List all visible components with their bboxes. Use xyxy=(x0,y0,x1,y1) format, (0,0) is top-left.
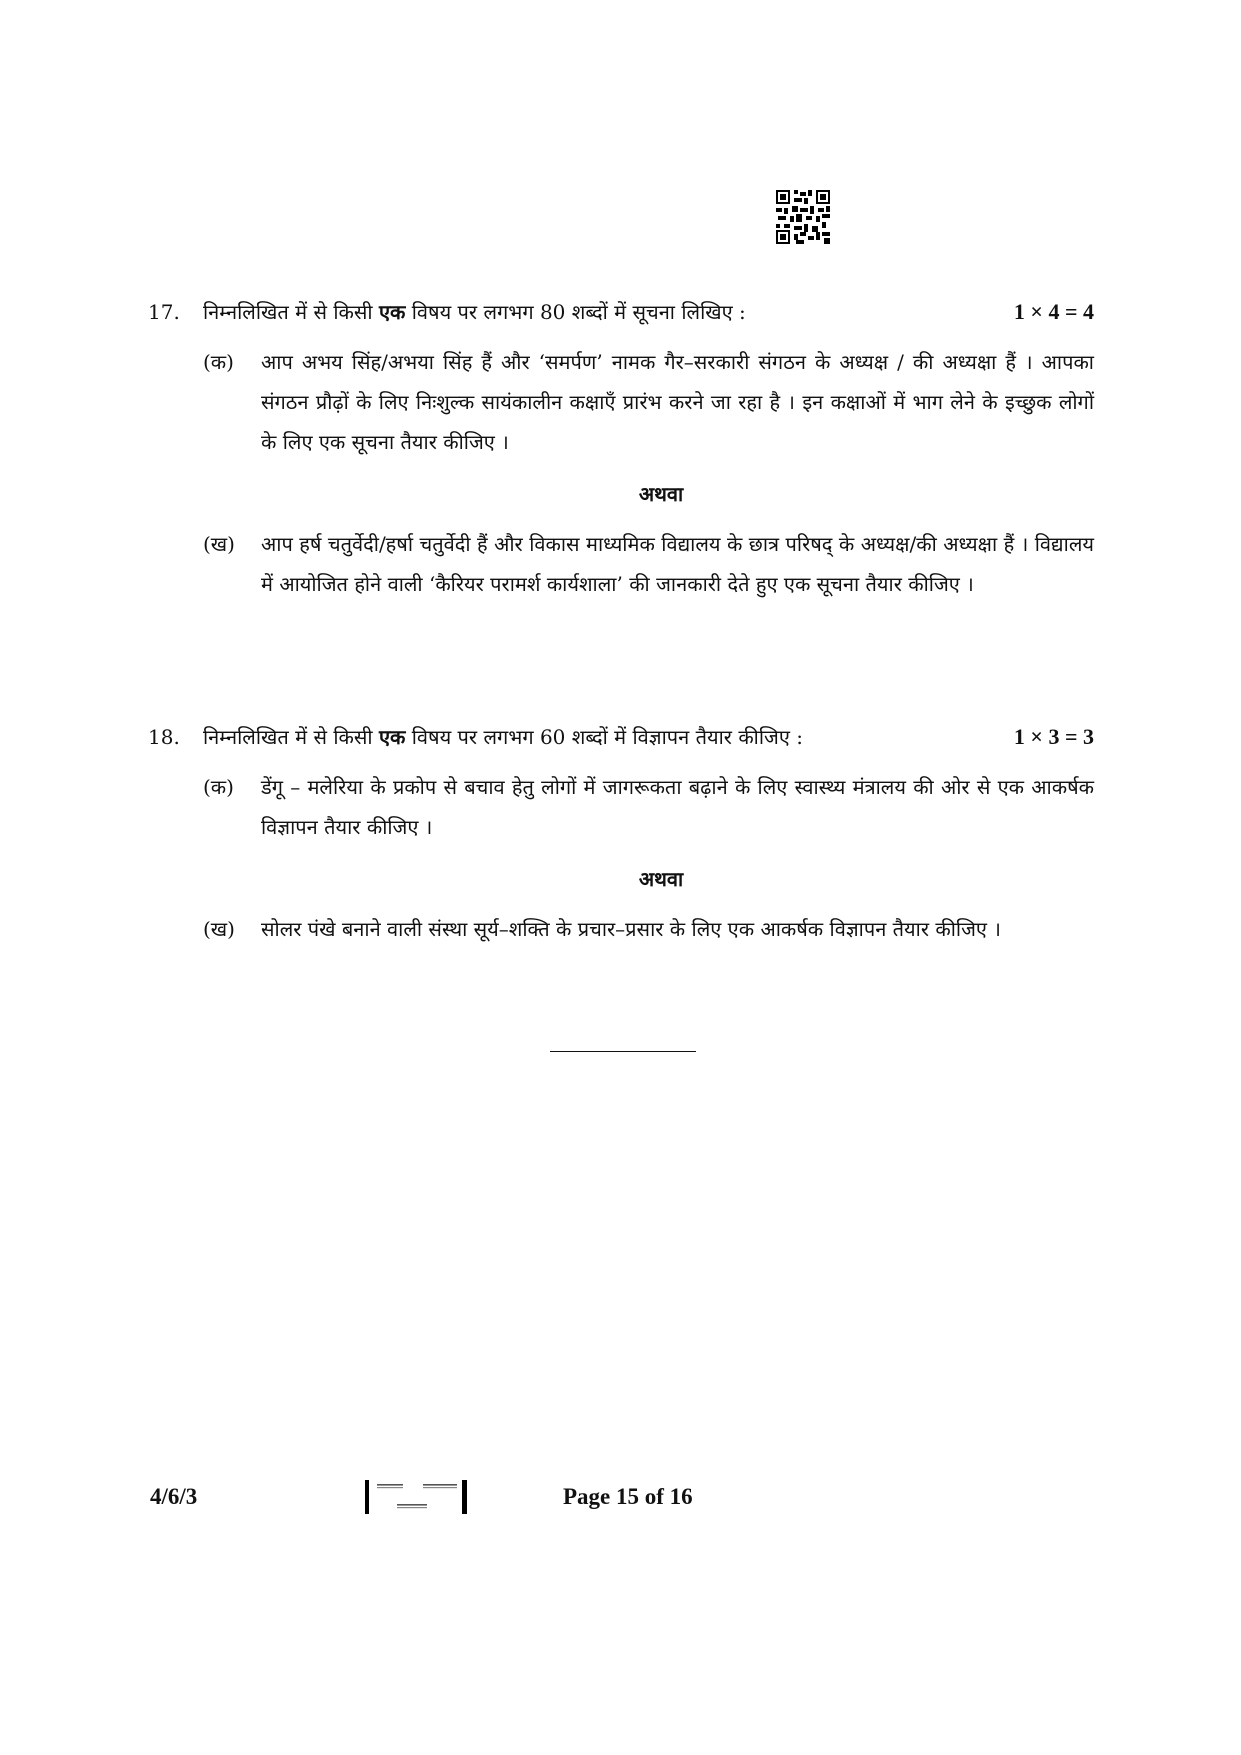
question-text-part: विषय पर लगभग 80 शब्दों में सूचना लिखिए : xyxy=(405,300,746,324)
option-b xyxy=(148,909,1094,949)
option-text: आप अभय सिंह/अभया सिंह हैं और ‘समर्पण’ नामक गैर–सरकारी संगठन के अध्यक्ष / की अध्यक्षा हैं । आपका संगठन प्रौढ़ों के लिए निःशुल्क सायंकालीन कक्षाएँ प्रारंभ करने जा रहा है । इन कक्षाओं में भाग लेने के इच्छुक लोगों के लिए एक सूचना तैयार कीजिए । xyxy=(261,350,1094,454)
question-text-part: विषय पर लगभग 60 शब्दों में विज्ञापन तैयार कीजिए : xyxy=(405,725,804,749)
question-text-part: निम्नलिखित में से किसी xyxy=(203,725,379,749)
end-of-section-rule xyxy=(550,1051,696,1052)
or-separator: अथवा xyxy=(638,482,684,506)
page-number: Page 15 of 16 xyxy=(563,1484,693,1509)
option-label: (क) xyxy=(203,775,234,799)
question-text xyxy=(203,292,746,332)
option-label: (ख) xyxy=(203,917,235,941)
question-text-emphasis: एक xyxy=(378,300,406,324)
option-label: (ख) xyxy=(203,532,235,556)
question-17-header xyxy=(148,292,1094,332)
question-17 xyxy=(148,292,1094,604)
option-a xyxy=(148,767,1094,847)
option-a xyxy=(148,342,1094,462)
option-b xyxy=(148,524,1094,604)
barcode-icon xyxy=(365,1478,471,1516)
question-18-header xyxy=(148,717,1094,757)
or-separator: अथवा xyxy=(638,867,684,891)
question-number: 18. xyxy=(148,725,180,749)
question-text xyxy=(203,717,803,757)
question-text-emphasis: एक xyxy=(378,725,406,749)
question-marks: 1 × 3 = 3 xyxy=(1013,724,1094,749)
option-text: डेंगू – मलेरिया के प्रकोप से बचाव हेतु लोगों में जागरूकता बढ़ाने के लिए स्वास्थ्य मंत्रालय की ओर से एक आकर्षक विज्ञापन तैयार कीजिए । xyxy=(261,775,1094,839)
option-text: सोलर पंखे बनाने वाली संस्था सूर्य–शक्ति के प्रचार–प्रसार के लिए एक आकर्षक विज्ञापन तैयार कीजिए । xyxy=(261,917,1001,941)
qr-code-icon xyxy=(776,190,830,244)
option-label: (क) xyxy=(203,350,234,374)
question-number: 17. xyxy=(148,300,180,324)
question-marks: 1 × 4 = 4 xyxy=(1013,299,1094,324)
paper-code: 4/6/3 xyxy=(150,1484,198,1509)
question-text-part: निम्नलिखित में से किसी xyxy=(203,300,379,324)
option-text: आप हर्ष चतुर्वेदी/हर्षा चतुर्वेदी हैं और विकास माध्यमिक विद्यालय के छात्र परिषद् के अध्यक्ष/की अध्यक्षा हैं । विद्यालय में आयोजित होने वाली ‘कैरियर परामर्श कार्यशाला’ की जानकारी देते हुए एक सूचना तैयार कीजिए । xyxy=(261,532,1094,596)
question-18 xyxy=(148,717,1094,949)
